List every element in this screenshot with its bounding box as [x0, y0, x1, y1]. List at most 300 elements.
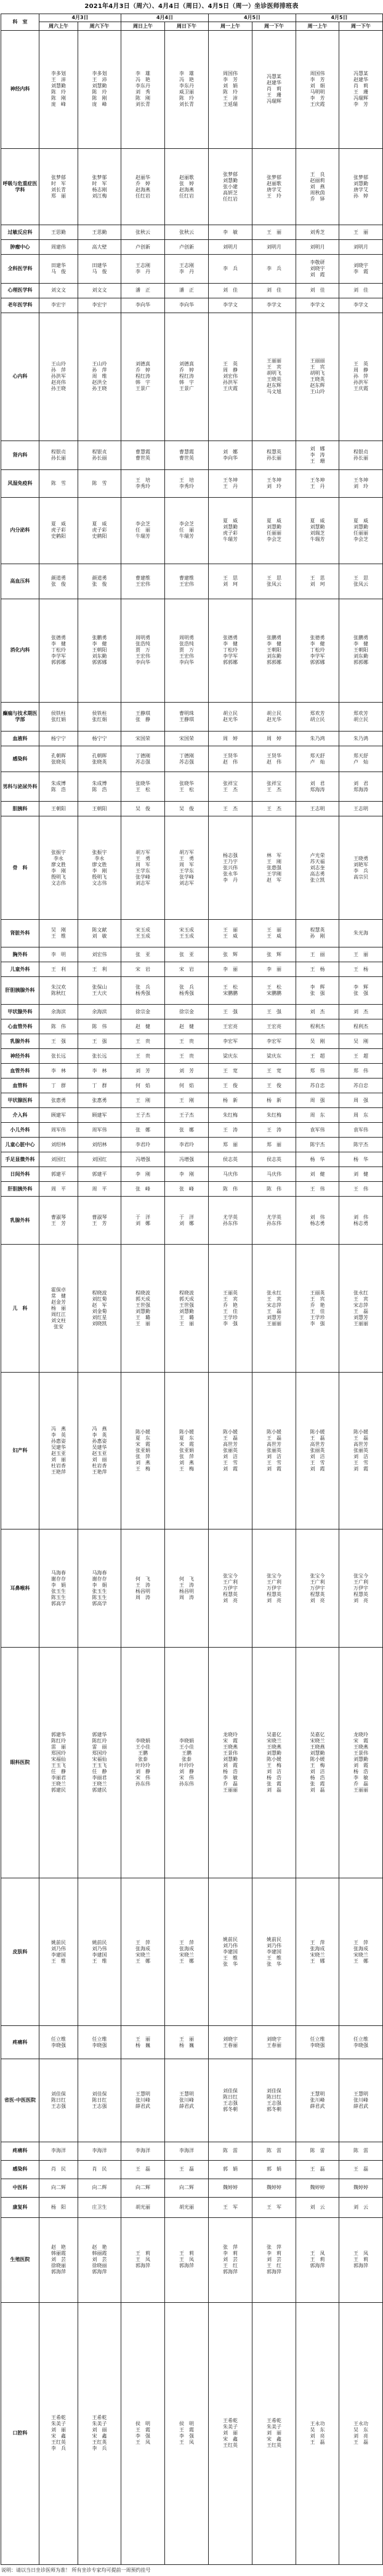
doctor-list-cell: 王 莉 王 凤 郭海萍: [165, 2217, 209, 2302]
doctor-list-cell: 郭建平: [39, 1167, 78, 1182]
doctor-list-cell: 陈小媛 王 磊 高世芳 张丽英 刘 洁 王 雪 刘 霞: [252, 1373, 296, 1529]
doctor-list-cell: 王宏亮: [252, 1019, 296, 1034]
table-row: [1, 497, 383, 564]
doctor-list-cell: 王思勤: [78, 225, 121, 240]
doctor-list-cell: 王 培 李秀玲: [121, 469, 165, 497]
doctor-list-cell: 姚前民 刘乃伟 李建国 王 维: [78, 1878, 121, 2026]
doctor-list-cell: 周建伟: [39, 240, 78, 255]
doctor-list-cell: 王 萍 张海成 宋晓兰 王 娜: [121, 1878, 165, 2026]
doctor-list-cell: 孔朝晖 张晓英: [78, 746, 121, 772]
doctor-list-cell: 王 军: [252, 2197, 296, 2217]
date-header-apr4: 4月4日: [121, 14, 209, 22]
dept-name: 血液科: [1, 732, 39, 746]
doctor-list-cell: 王 刚: [121, 1093, 165, 1108]
doctor-list-cell: 曹慧霞 曹世英: [121, 441, 165, 469]
dept-name: 胸外科: [1, 947, 39, 962]
doctor-list-cell: 刘佳保 陈日红 王志强 郭冬朝: [252, 2059, 296, 2142]
doctor-list-cell: 张宝今 王广利 万伊宇 程慧英 刘 亮: [252, 1529, 296, 1648]
doctor-list-cell: 李会芝 任 丽 牛瑞芳: [165, 497, 209, 564]
table-row: [1, 1167, 383, 1182]
doctor-list-cell: 王 丽: [252, 225, 296, 240]
dept-name: 内分泌科: [1, 497, 39, 564]
doctor-list-cell: 王丽英 王 宾 乔 艳 王 佳 王学珍 李 强: [296, 1245, 339, 1373]
doctor-list-cell: 刘文文: [78, 283, 121, 298]
table-row: [1, 1152, 383, 1167]
doctor-list-cell: 陈小媛 王 磊 高世芳 张丽英 刘 洁 王 雪 刘 霞: [296, 1373, 339, 1529]
doctor-list-cell: 张 亚: [165, 947, 209, 962]
doctor-list-cell: 任立维 李晓强: [78, 2026, 121, 2059]
doctor-list-cell: 李学文: [296, 298, 339, 313]
dept-name: 心内科: [1, 313, 39, 441]
doctor-list-cell: 王贤华 赵 伟: [209, 746, 252, 772]
dept-name: 神经外科: [1, 1049, 39, 1064]
dept-name: 过敏反应科: [1, 225, 39, 240]
doctor-list-cell: 程利杰: [339, 1019, 383, 1034]
doctor-list-cell: 朱光海: [339, 920, 383, 947]
doctor-list-cell: 郑 伟: [296, 1064, 339, 1079]
doctor-list-cell: 王 磊: [165, 2160, 209, 2179]
doctor-list-cell: 张鹏勇 李 健 王朝阳 刘东勤 郭郭娜: [339, 599, 383, 702]
dept-name: 血管科: [1, 1079, 39, 1093]
doctor-list-cell: 张宝今 王广利 万伊宇 程慧英 刘 亮: [296, 1529, 339, 1648]
doctor-list-cell: 余海滨: [78, 1005, 121, 1019]
doctor-list-cell: 向二辉: [121, 2179, 165, 2197]
doctor-list-cell: 袁军伟: [296, 1123, 339, 1138]
dept-name: 肾脏外科: [1, 920, 39, 947]
doctor-list-cell: 周军伟: [39, 1123, 78, 1138]
table-row: [1, 1373, 383, 1529]
doctor-list-cell: 郭建华 陈红玲 雷 丽 郑国玲 宋福仙 王玉飞 任 静 李丽君 王晓兰 郭建民: [39, 1648, 78, 1878]
doctor-list-cell: 胡万军 王 勇 周 军 王学东 张学峰 刘志军: [165, 816, 209, 920]
doctor-list-cell: 赵丽华 乔 婷 赵海燕 任红岩: [121, 148, 165, 225]
doctor-list-cell: 李 丽: [209, 962, 252, 977]
doctor-list-cell: 吴 俊: [165, 802, 209, 816]
table-row: [1, 313, 383, 441]
doctor-list-cell: 王 凤 王 莉 郭海萍: [339, 2217, 383, 2302]
doctor-list-cell: 王 利: [39, 962, 78, 977]
doctor-list-cell: 周国伟 李 芳 刘 娟 马明明 李 芳 王庆霞: [296, 31, 339, 149]
doctor-list-cell: 周 平: [39, 1182, 78, 1197]
doctor-list-cell: 任立维 李晓强: [296, 2026, 339, 2059]
doctor-list-cell: 王 涛: [209, 1123, 252, 1138]
doctor-list-cell: 王 涛: [252, 1123, 296, 1138]
doctor-list-cell: 王冬坤 刘 玲: [339, 469, 383, 497]
dept-name: 骨 科: [1, 816, 39, 920]
dept-name: 康复科: [1, 2197, 39, 2217]
dept-name: 血管外科: [1, 1064, 39, 1079]
doctor-list-cell: 王 强: [39, 1034, 78, 1049]
doctor-list-cell: 周 强: [339, 1093, 383, 1108]
doctor-list-cell: 王 宽: [209, 1064, 252, 1079]
doctor-list-cell: 庄卫生: [78, 2197, 121, 2217]
doctor-list-cell: 张振宇 李永 廖文胜 李 刚 殷明飞 文志伟: [39, 816, 78, 920]
doctor-list-cell: 李 明: [39, 947, 78, 962]
table-row: [1, 2026, 383, 2059]
doctor-list-cell: 张 峰: [165, 1182, 209, 1197]
doctor-list-cell: 王 强: [209, 1005, 252, 1019]
table-body: [1, 31, 383, 2565]
dept-name: 疼痛科: [1, 2142, 39, 2160]
doctor-list-cell: 李 敏: [209, 225, 252, 240]
doctor-list-cell: 杨志强 王乃宇 张兴伟 张永华 李 丹: [209, 816, 252, 920]
doctor-list-cell: 张 辉: [252, 947, 296, 962]
table-row: [1, 2197, 383, 2217]
dept-name: 省医·中医医院: [1, 2059, 39, 2142]
doctor-list-cell: 刘 佳: [339, 283, 383, 298]
table-row: [1, 1005, 383, 1019]
doctor-list-cell: 朱乃鸿: [296, 732, 339, 746]
doctor-list-cell: 王 磊: [339, 2160, 383, 2179]
doctor-list-cell: 卢创新: [165, 240, 209, 255]
doctor-list-cell: 肖 民: [78, 2160, 121, 2179]
doctor-list-cell: 宋国荣: [165, 732, 209, 746]
dept-column-header: 科 室: [1, 14, 39, 31]
doctor-list-cell: 魏婷婷: [296, 2179, 339, 2197]
dept-name: 介入科: [1, 1108, 39, 1123]
shift-header: 周一下午: [252, 22, 296, 31]
dept-name: 胆胰科: [1, 802, 39, 816]
doctor-list-cell: 朱红梅: [252, 1108, 296, 1123]
table-row: [1, 31, 383, 149]
doctor-list-cell: 张鹏勇 李 健 王朝阳 刘东勤 郭郭娜: [252, 599, 296, 702]
doctor-list-cell: 张保山 王大庆: [78, 977, 121, 1005]
doctor-list-cell: 王 强: [78, 1034, 121, 1049]
doctor-list-cell: 王 磊: [121, 2160, 165, 2179]
table-row: [1, 977, 383, 1005]
doctor-list-cell: 王贤华 赵 伟: [252, 746, 296, 772]
dept-name: 消化内科: [1, 599, 39, 702]
doctor-list-cell: 王冬坤 王 丹: [296, 469, 339, 497]
doctor-list-cell: 张 萍 李 莉 刘 芸 王 红 郭海萍: [209, 2217, 252, 2302]
doctor-list-cell: 王 思 张凤云: [339, 564, 383, 599]
doctor-list-cell: 刘佳保 陈日红 王志强: [78, 2059, 121, 2142]
doctor-list-cell: 王 超: [296, 1049, 339, 1064]
doctor-list-cell: 张德勇 李 健 丁松玲 李学军 郭郭娜: [39, 599, 78, 702]
table-row: [1, 962, 383, 977]
doctor-list-cell: 颜道勇 张 俊: [39, 564, 78, 599]
table-row: [1, 947, 383, 962]
doctor-list-cell: 王静琪 张 静: [121, 702, 165, 732]
table-row: [1, 1878, 383, 2026]
shift-header: 周六上午: [39, 22, 78, 31]
table-row: [1, 1049, 383, 1064]
doctor-list-cell: 何 飞 王 涛 杨昌明 周 涛: [121, 1529, 165, 1648]
doctor-list-cell: 李宏宇: [39, 298, 78, 313]
doctor-list-cell: 赵 健: [165, 1019, 209, 1034]
doctor-list-cell: 宋玉成 王玉成: [121, 920, 165, 947]
table-row: [1, 240, 383, 255]
doctor-list-cell: 郑天舒 卢 灿: [296, 746, 339, 772]
doctor-list-cell: 刘 芳: [165, 1064, 209, 1079]
doctor-list-cell: 王子杰: [121, 1108, 165, 1123]
dept-name: 乳腺外科: [1, 1034, 39, 1049]
doctor-list-cell: 周 婷: [252, 732, 296, 746]
table-row: [1, 1064, 383, 1079]
doctor-list-cell: 张 辉: [209, 947, 252, 962]
doctor-list-cell: 马海春 谢存存 李 娟 张玉生 陈玉生 郭高学: [78, 1529, 121, 1648]
doctor-list-cell: 杨 阳: [39, 2197, 78, 2217]
doctor-list-cell: 李君玲: [121, 1138, 165, 1152]
doctor-list-cell: 刘 云: [339, 2197, 383, 2217]
doctor-list-cell: 丁 群: [39, 1079, 78, 1093]
doctor-list-cell: 王 刚: [165, 1093, 209, 1108]
doctor-list-cell: 郑 伟: [339, 1064, 383, 1079]
doctor-list-cell: 李学文: [339, 298, 383, 313]
footnote: 说明：请以当日坐诊医师为准！ 所有坐诊专家均可提前一周预约挂号: [1, 2567, 151, 2573]
doctor-list-cell: 王 良 赵丽莉 刘 燕 周秋茵 乔 铎: [296, 148, 339, 225]
doctor-list-cell: 程慧英 孙长丽: [252, 441, 296, 469]
doctor-list-cell: 侯志英: [209, 1152, 252, 1167]
table-row: [1, 772, 383, 802]
table-row: [1, 2142, 383, 2160]
doctor-list-cell: 李 丽: [252, 962, 296, 977]
doctor-list-cell: 王 贵: [121, 1034, 165, 1049]
doctor-list-cell: 夏 威 刘慧勤 虎子彩 牛瑞芳: [209, 497, 252, 564]
doctor-list-cell: 马庆伟: [209, 1167, 252, 1182]
doctor-list-cell: 王丽丽 王 宾 胡明飞 王晓英 赵东辉 王山玲: [296, 313, 339, 441]
doctor-list-cell: 杨 新: [252, 1093, 296, 1108]
doctor-list-cell: 张长远: [39, 1049, 78, 1064]
doctor-list-cell: 陈小媛 夏 东 宋 霞 张亚娟 张 萍 刘 燕 王 梅: [165, 1373, 209, 1529]
doctor-list-cell: 陈宇杰: [296, 1138, 339, 1152]
duty-roster-table: [1, 14, 383, 2565]
doctor-list-cell: 李 雄 冯 艳 李东丹 刘 秀 陈 刚 刘长青: [121, 31, 165, 149]
doctor-list-cell: 李宏军: [209, 1034, 252, 1049]
doctor-list-cell: 朱红梅: [209, 1108, 252, 1123]
doctor-list-cell: 曹淑琴 王 芳: [78, 1197, 121, 1245]
doctor-list-cell: 刘绍林: [78, 1138, 121, 1152]
table-row: [1, 255, 383, 283]
dept-name: 眼科医院: [1, 1648, 39, 1878]
doctor-list-cell: 程银贞 孙长丽: [39, 441, 78, 469]
doctor-list-cell: 苏自忠: [296, 1079, 339, 1093]
doctor-list-cell: 张 萍 李 莉 刘 芸 王 红 郭海萍: [252, 2217, 296, 2302]
doctor-list-cell: 李宏宇: [78, 298, 121, 313]
doctor-list-cell: 夏 威 虎子彩 史鹤阳: [78, 497, 121, 564]
doctor-list-cell: 王慧明 张川峰 薛君武: [121, 2059, 165, 2142]
doctor-list-cell: 夏 威 虎子彩 史鹤阳: [39, 497, 78, 564]
doctor-list-cell: 程晓波 郭天成 王世强 刘慧勤 王 璐 王 丽: [165, 1245, 209, 1373]
doctor-list-cell: 刘 健: [339, 1167, 383, 1182]
table-row: [1, 1245, 383, 1373]
doctor-list-cell: 李 林: [39, 1064, 78, 1079]
doctor-list-cell: 张长远: [78, 1049, 121, 1064]
doctor-list-cell: 刘 健: [296, 1167, 339, 1182]
doctor-list-cell: 王冬坤 刘 玲: [252, 469, 296, 497]
doctor-list-cell: 刘 佳: [209, 283, 252, 298]
doctor-list-cell: 刘晓宇 王春丽: [209, 2026, 252, 2059]
doctor-list-cell: 刘 云: [296, 2197, 339, 2217]
doctor-list-cell: 李海洋: [39, 2142, 78, 2160]
doctor-list-cell: 陈 雪: [39, 469, 78, 497]
doctor-list-cell: 姚前民 刘乃伟 李建国 王 维: [39, 1878, 78, 2026]
doctor-list-cell: 吴 刚: [339, 1034, 383, 1049]
date-header-apr5-mon: 4月5日: [296, 14, 383, 22]
doctor-list-cell: 刘明月: [209, 240, 252, 255]
doctor-list-cell: 张梦郁 赵丽歌 唐学艾 王 玲: [252, 148, 296, 225]
doctor-list-cell: 丁 群: [78, 1079, 121, 1093]
doctor-list-cell: 李向华: [121, 298, 165, 313]
doctor-list-cell: 刘晓宇 李 霞: [339, 255, 383, 283]
doctor-list-cell: 李海洋: [121, 2142, 165, 2160]
table-row: [1, 2160, 383, 2179]
dept-name: 甲状腺外科: [1, 1005, 39, 1019]
doctor-list-cell: 刘 芳: [121, 1064, 165, 1079]
doctor-list-cell: 张 娜: [165, 1123, 209, 1138]
doctor-list-cell: 霍保卓 常 健 赵金芳 杨 丽 周红江 刘文柱 张安: [39, 1245, 78, 1373]
doctor-list-cell: 张梦郁 刘慧勤 唐学艾 孙 婷: [339, 148, 383, 225]
doctor-list-cell: 王 丽 王 威: [252, 920, 296, 947]
table-row: [1, 920, 383, 947]
doctor-list-cell: 张 亚: [121, 947, 165, 962]
dept-name: 妇产科: [1, 1373, 39, 1529]
table-row: [1, 702, 383, 732]
dept-name: 肝胆胰腺外科: [1, 977, 39, 1005]
doctor-list-cell: 侯铁柱 张红娟: [78, 702, 121, 732]
dept-name: 日间外科: [1, 1167, 39, 1182]
doctor-list-cell: 王 萍 张海成 宋晓兰 王 娜: [339, 1878, 383, 2026]
doctor-list-cell: 周 东: [339, 1108, 383, 1123]
doctor-list-cell: 陈 伟: [252, 1182, 296, 1197]
dept-name: 男科与泌尿外科: [1, 772, 39, 802]
doctor-list-cell: 曹淑琴 王 芳: [39, 1197, 78, 1245]
doctor-list-cell: 郭建华 陈红玲 雷 丽 郑国玲 宋福仙 王玉飞 任 静 李丽君 王晓兰 郭建民: [78, 1648, 121, 1878]
doctor-list-cell: 张秋云: [165, 225, 209, 240]
doctor-list-cell: 魏婷婷: [252, 2179, 296, 2197]
doctor-list-cell: 王 杰: [252, 802, 296, 816]
doctor-list-cell: 陈 雷: [339, 2142, 383, 2160]
doctor-list-cell: 潘 正: [165, 283, 209, 298]
doctor-list-cell: 李 辉 张 强: [296, 977, 339, 1005]
dept-name: 心理医学科: [1, 283, 39, 298]
doctor-list-cell: 王朝阳: [39, 802, 78, 816]
dept-name: 耳鼻喉科: [1, 1529, 39, 1648]
doctor-list-cell: 王 强: [252, 1005, 296, 1019]
doctor-list-cell: 田建华 马 俊: [78, 255, 121, 283]
doctor-list-cell: 陈 雷: [252, 2142, 296, 2160]
doctor-list-cell: 苏自忠: [339, 1079, 383, 1093]
doctor-list-cell: 陈 雪: [78, 469, 121, 497]
doctor-list-cell: 胡立民 赵光华: [209, 702, 252, 732]
doctor-list-cell: 王 宽: [252, 1064, 296, 1079]
doctor-list-cell: 冯增强: [165, 1152, 209, 1167]
doctor-list-cell: 王 丽 王 威: [209, 920, 252, 947]
dept-name: 高血压科: [1, 564, 39, 599]
doctor-list-cell: 陈宇杰: [339, 1138, 383, 1152]
table-row: [1, 732, 383, 746]
dept-name: 儿 科: [1, 1245, 39, 1373]
doctor-list-cell: 冯 燕 李 英 孙惠姿 吴建华 赵玉亚 刘 丽 杜岩香 王艳萍: [78, 1373, 121, 1529]
doctor-list-cell: 张 兵 杨秀强: [165, 977, 209, 1005]
doctor-list-cell: 张 兵 杨秀强: [121, 977, 165, 1005]
doctor-list-cell: 王 丽 杨 巍: [165, 2026, 209, 2059]
doctor-list-cell: 陈小媛 夏 东 宋 霞 张亚娟 张 萍 刘 燕 王 梅: [121, 1373, 165, 1529]
doctor-list-cell: 张永红 王 宾 宋志萍 王 磊 刘慧芳 王丽丽: [339, 1245, 383, 1373]
doctor-list-cell: 李多划 王 沛 刘慧勤 陈 玲 陈 刚 庞 峰: [39, 31, 78, 149]
doctor-list-cell: 李 雄 冯 艳 李东丹 威卫丽 陈 玲 刘长青: [165, 31, 209, 149]
doctor-list-cell: 宋 岩: [165, 962, 209, 977]
doctor-list-cell: 郑欢芳 胡立民: [296, 702, 339, 732]
doctor-list-cell: 卢创新: [121, 240, 165, 255]
doctor-list-cell: 张宝今 王广利 万伊宇 程慧英 刘 亮: [339, 1529, 383, 1648]
doctor-list-cell: 胡万军 王 勇 周 军 王学东 张学峰 刘志军: [121, 816, 165, 920]
doctor-list-cell: 郭建平: [78, 1167, 121, 1182]
doctor-list-cell: 李海洋: [165, 2142, 209, 2160]
doctor-list-cell: 周 婷: [209, 732, 252, 746]
doctor-list-cell: 李学文: [209, 298, 252, 313]
doctor-list-cell: 郑欢芳 胡立民: [339, 702, 383, 732]
doctor-list-cell: 张宝今 王广利 万伊宇 程慧英 刘 亮: [209, 1529, 252, 1648]
date-header-apr5: 4月5日: [209, 14, 296, 22]
doctor-list-cell: 王 英 周 静 孙 萍 孙洪军 王庆霞: [339, 313, 383, 441]
doctor-list-cell: 杨宁宁: [39, 732, 78, 746]
dept-name: 风湿免疫科: [1, 469, 39, 497]
doctor-list-cell: 杨 新: [209, 1093, 252, 1108]
doctor-list-cell: 梁庆东: [252, 1049, 296, 1064]
doctor-list-cell: 夏 威 刘慧勤 任丽丽 李会芝: [339, 497, 383, 564]
table-row: [1, 225, 383, 240]
dept-name: 感染科: [1, 2160, 39, 2179]
doctor-list-cell: 李敬研 刘晓宇 刘 霞: [296, 255, 339, 283]
doctor-list-cell: 程利杰: [296, 1019, 339, 1034]
dept-name: 皮肤科: [1, 1878, 39, 2026]
doctor-list-cell: 王丽英 王 宾 乔 艳 王 佳 王学珍 李 强: [209, 1245, 252, 1373]
doctor-list-cell: 郭 娟: [252, 2160, 296, 2179]
doctor-list-cell: 刘德真 乔 婷 程红涛 韩 宇 王景广: [165, 313, 209, 441]
doctor-list-cell: 宋玉成 王玉成: [165, 920, 209, 947]
table-row: [1, 1529, 383, 1648]
doctor-list-cell: 王希乾 朱美子 刘 丽 宋 鑫 王红英 李 兵: [78, 2302, 121, 2564]
doctor-list-cell: 程晓波 刘红菊 赵 军 刘金菊 刘红星 刘晓凯: [78, 1245, 121, 1373]
doctor-list-cell: 李 兵: [209, 255, 252, 283]
doctor-list-cell: 丁德刚 苏志强: [121, 746, 165, 772]
doctor-list-cell: 吴嘉亿 宋晓兰 王晓燕 刘慧勤 陈小媛 王 梅 刘 洁 杨 浩 张 霞 刘 磊: [296, 1648, 339, 1878]
doctor-list-cell: 王冬坤 王 丹: [209, 469, 252, 497]
doctor-list-cell: 冯 燕 李 英 孙惠姿 吴建华 赵玉亚 刘 丽 杜岩香 王艳萍: [39, 1373, 78, 1529]
table-row: [1, 1138, 383, 1152]
doctor-list-cell: 王永功 吴 东 刘 亮 王 磊: [296, 2302, 339, 2564]
doctor-list-cell: 王志刚 李 丹: [121, 255, 165, 283]
doctor-list-cell: 李宏军: [252, 1034, 296, 1049]
doctor-list-cell: 王 军: [209, 2197, 252, 2217]
dept-name: 甲状腺医科: [1, 1093, 39, 1108]
doctor-list-cell: 刘绍林: [39, 1138, 78, 1152]
doctor-list-cell: 曹建维 王宏伟: [165, 564, 209, 599]
doctor-list-cell: 陈 雷: [296, 2142, 339, 2160]
doctor-list-cell: 陈文献 刘 敏: [78, 920, 121, 947]
doctor-list-cell: 向二辉: [165, 2179, 209, 2197]
doctor-list-cell: 王 俊: [209, 1079, 252, 1093]
table-row: [1, 1108, 383, 1123]
doctor-list-cell: 向二辉: [78, 2179, 121, 2197]
doctor-list-cell: 王希乾 朱美子 刘 丽 宋 鑫 王红英 李 兵: [39, 2302, 78, 2564]
doctor-list-cell: 王 超: [339, 1049, 383, 1064]
doctor-list-cell: 王 丽 杨 巍: [121, 2026, 165, 2059]
doctor-list-cell: 姚前民 刘乃伟 李建国 王 维 张 华: [209, 1878, 252, 2026]
doctor-list-cell: 朱成博 陈 浩: [39, 772, 78, 802]
doctor-list-cell: 周明勇 张浩纯 贾 万 王宏伟 李向华: [165, 599, 209, 702]
doctor-list-cell: 马庆伟: [252, 1167, 296, 1182]
doctor-list-cell: 夏 威 刘慧勤 任丽丽 李会芝: [252, 497, 296, 564]
doctor-list-cell: 龙晓玲 宋 霞 王晓燕 王景伟 刘慧勤 刘 霞 杨 浩 李 敏 乔 磊 王丽丽: [339, 1648, 383, 1878]
doctor-list-cell: 陈 伟: [39, 1019, 78, 1034]
doctor-list-cell: 王朝阳: [78, 802, 121, 816]
doctor-list-cell: 王晓勇 刘艳军 李 兵 高宗贝: [339, 816, 383, 920]
doctor-list-cell: 刘 娜 李向华: [209, 441, 252, 469]
doctor-list-cell: 张 娜: [121, 1123, 165, 1138]
doctor-list-cell: 周国伟 李 芳 刘 娟 陈 玲 王 沛 王延瑞: [209, 31, 252, 149]
doctor-list-cell: 李 刚: [165, 1167, 209, 1182]
